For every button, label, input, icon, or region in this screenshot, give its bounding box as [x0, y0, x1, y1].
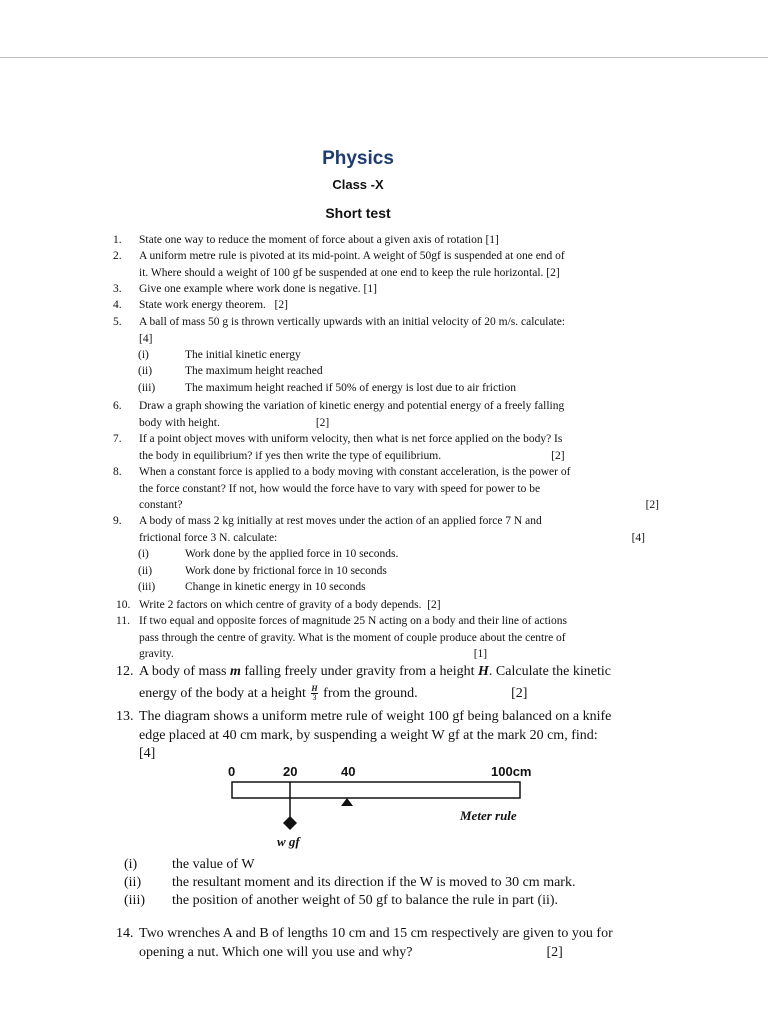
question-text: A uniform metre rule is pivoted at its mid-point. A weight of 50gf is suspended at one end of [139, 250, 565, 262]
page-title: Physics [322, 148, 394, 169]
question-text: State work energy theorem. [2] [139, 299, 288, 311]
question-text: . Calculate the kinetic [488, 664, 611, 679]
question-marks: [4] [139, 332, 153, 345]
class-label: Class -X [332, 177, 384, 192]
question-text: Write 2 factors on which centre of gravity of a body depends. [2] [139, 599, 441, 611]
weight-label: w gf [277, 834, 300, 849]
q13-part-iii: (iii) the position of another weight of 50 gf to balance the rule in part (ii). [124, 893, 559, 908]
q5-part-iii: (iii) The maximum height reached if 50% of energy is lost due to air friction [138, 382, 516, 394]
q13-part-ii: (ii) the resultant moment and its direction if the W is moved to 30 cm mark. [124, 875, 576, 890]
question-6 [113, 398, 673, 431]
question-text: State one way to reduce the moment of force about a given axis of rotation [1] [139, 234, 499, 246]
question-5 [113, 314, 673, 347]
question-text: body with height. [139, 416, 220, 429]
q5-part-i: (i) The initial kinetic energy [138, 349, 301, 361]
question-9 [113, 513, 673, 546]
fraction-h-over-3: $\frac{H}{3}$ [311, 683, 318, 702]
q9-part-i: (i) Work done by the applied force in 10 seconds. [138, 548, 399, 560]
question-number: 11. [116, 615, 130, 627]
question-marks: [2] [546, 944, 563, 960]
question-number: 14. [116, 926, 134, 941]
mark-20-label: 20 [283, 764, 298, 779]
question-2 [113, 248, 673, 281]
question-number: 1. [113, 234, 122, 246]
question-marks: [4] [631, 531, 645, 544]
question-text: it. Where should a weight of 100 gf be suspended at one end to keep the rule horizontal. [2] [139, 266, 560, 279]
question-13 [116, 708, 716, 764]
question-number: 5. [113, 316, 122, 328]
question-marks: [2] [645, 499, 659, 511]
question-text: When a constant force is applied to a body moving with constant acceleration, is the power of [139, 466, 571, 478]
page-top-rule [0, 57, 768, 58]
question-number: 9. [113, 515, 122, 527]
question-text: A ball of mass 50 g is thrown vertically upwards with an initial velocity of 20 m/s. calculate: [139, 316, 566, 328]
variable-m: m [230, 664, 241, 679]
mark-40-label: 40 [341, 764, 356, 779]
question-text: edge placed at 40 cm mark, by suspending a weight W gf at the mark 20 cm, find: [139, 727, 598, 743]
question-text: falling freely under gravity from a height [244, 664, 475, 679]
question-number: 2. [113, 250, 122, 262]
question-1 [113, 232, 673, 249]
question-number: 10. [116, 599, 131, 611]
question-text: gravity. [139, 648, 174, 660]
q13-part-i: (i) the value of W [124, 857, 255, 872]
variable-h: H [478, 664, 489, 679]
mark-0-label: 0 [228, 764, 236, 779]
question-number: 3. [113, 283, 122, 295]
question-marks: [1] [473, 648, 488, 660]
question-text: A body of mass 2 kg initially at rest moves under the action of an applied force 7 N and [139, 515, 542, 527]
meter-rule-label: Meter rule [460, 808, 517, 823]
metre-rule-diagram [210, 760, 550, 860]
question-text: Two wrenches A and B of lengths 10 cm and 15 cm respectively are given to you for [139, 926, 613, 941]
question-text: If two equal and opposite forces of magnitude 25 N acting on a body and their line of actions [139, 615, 567, 627]
question-text: Draw a graph showing the variation of kinetic energy and potential energy of a freely falling [139, 400, 565, 412]
question-text: A body of mass [139, 664, 227, 679]
question-text: If a point object moves with uniform velocity, then what is net force applied on the body? Is [139, 433, 563, 445]
question-text: the body in equilibrium? if yes then write the type of equilibrium. [139, 449, 442, 462]
question-number: 13. [116, 709, 134, 724]
question-marks: [2] [551, 449, 565, 462]
question-text: The diagram shows a uniform metre rule of weight 100 gf being balanced on a knife [139, 709, 612, 724]
weight-diamond [283, 816, 297, 830]
question-4 [113, 297, 673, 314]
question-14 [116, 925, 716, 962]
question-7 [113, 431, 673, 464]
question-number: 4. [113, 299, 122, 311]
metre-rule [232, 782, 520, 798]
question-number: 6. [113, 400, 122, 412]
question-text: opening a nut. Which one will you use and why? [139, 944, 413, 960]
knife-edge-icon [341, 798, 353, 806]
question-text: Give one example where work done is negative. [1] [139, 283, 377, 295]
mark-100-label: 100cm [491, 764, 532, 779]
q9-part-iii: (iii) Change in kinetic energy in 10 seconds [138, 581, 366, 593]
question-text: from the ground. [323, 685, 418, 701]
question-text: pass through the centre of gravity. What is the moment of couple produce about the centre of [139, 631, 566, 644]
question-text: the force constant? If not, how would the force have to vary with speed for power to be [139, 482, 541, 495]
question-3 [113, 281, 673, 298]
question-number: 8. [113, 466, 122, 478]
question-11 [116, 613, 676, 663]
question-number: 12. [116, 664, 134, 679]
question-text: energy of the body at a height [139, 685, 306, 701]
question-number: 7. [113, 433, 122, 445]
q9-part-ii: (ii) Work done by frictional force in 10 seconds [138, 565, 387, 577]
question-marks: [2] [511, 685, 528, 701]
question-marks: [2] [315, 416, 330, 429]
q5-part-ii: (ii) The maximum height reached [138, 365, 323, 377]
question-8 [113, 464, 673, 514]
question-10 [116, 597, 676, 614]
test-title: Short test [325, 205, 391, 221]
question-12 [116, 663, 676, 703]
question-text: constant? [139, 499, 183, 511]
question-marks: [4] [139, 746, 156, 761]
question-text: frictional force 3 N. calculate: [139, 531, 278, 544]
